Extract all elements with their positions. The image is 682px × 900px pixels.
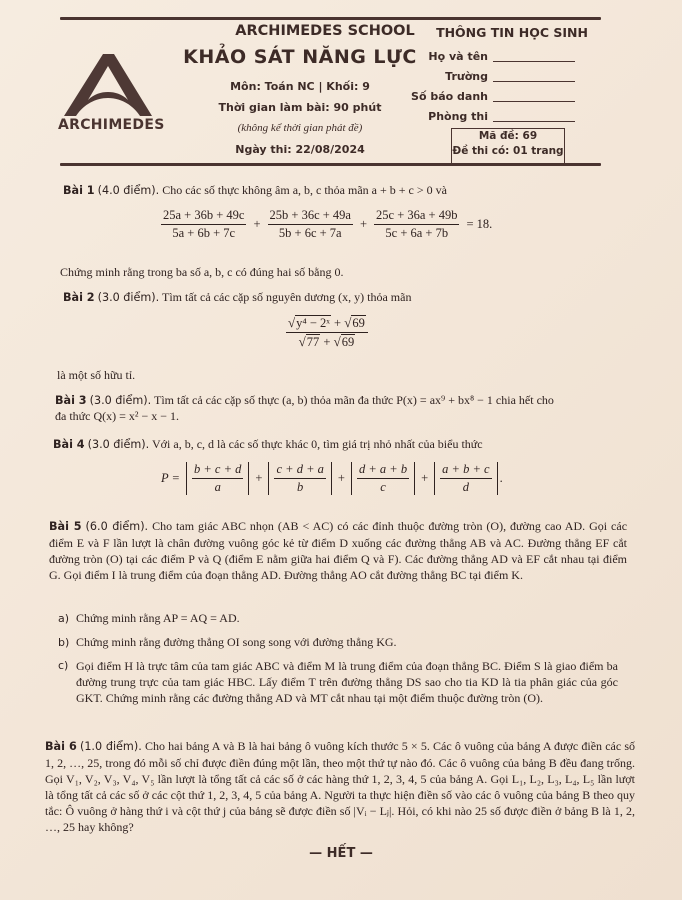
problem-4-expression: P = $\frac{b + c + d}{a}$ + $\frac{c + d + a}{b}$ + $\frac{d + a + b}{c}$ + $\frac{a + b + c}{d}$ . (161, 462, 503, 494)
problem-6-label: Bài 6 (45, 740, 77, 753)
field-blank-school[interactable] (493, 81, 575, 82)
problem-2-conclusion: là một số hữu tỉ. (57, 368, 136, 382)
problem-2-expression: $\frac{\text{√y⁴ − 2ˣ + √69}}{√77 + √69}$ (283, 315, 371, 350)
header-top-rule (60, 17, 601, 20)
end-marker: — HẾT — (309, 846, 373, 861)
problem-3-text-1: Tìm tất cả các cặp số thực (a, b) thỏa mãn đa thức P(x) = ax⁹ + bx⁸ − 1 chia hết cho (154, 393, 554, 407)
problem-4-label: Bài 4 (53, 438, 85, 451)
problem-2-label: Bài 2 (63, 291, 95, 304)
problem-6-points: (1.0 điểm). (79, 740, 142, 753)
field-label-room: Phòng thi (428, 110, 488, 123)
problem-5-points: (6.0 điểm). (85, 520, 149, 533)
field-blank-room[interactable] (493, 121, 575, 122)
field-blank-candidate-number[interactable] (493, 101, 575, 102)
fraction-3: $\frac{25c + 36a + 49b}{5c + 6a + 7b}$ (376, 208, 458, 240)
student-info-title: THÔNG TIN HỌC SINH (436, 25, 588, 40)
problem-1-equation: $\frac{25a + 36b + 49c}{5a + 6b + 7c}$ + $\frac{25b + 36c + 49a}{5b + 6c + 7a}$ + $\frac{25c + 36a + 49b}{5c + 6a + 7b}$ = 18. (163, 208, 493, 240)
exam-title: KHẢO SÁT NĂNG LỰC (183, 46, 417, 68)
problem-4-text: Với a, b, c, d là các số thực khác 0, tìm giá trị nhỏ nhất của biểu thức (152, 437, 483, 451)
exam-code: Mã đề: 69 (478, 130, 538, 142)
problem-3-text-2: đa thức Q(x) = x² − x − 1. (55, 409, 180, 423)
problem-2-intro (63, 289, 623, 306)
problem-1-text: Cho các số thực không âm a, b, c thỏa mãn a + b + c > 0 và (162, 183, 447, 197)
fraction-2: $\frac{25b + 36c + 49a}{5b + 6c + 7a}$ (269, 208, 351, 240)
problem-1-label: Bài 1 (63, 184, 95, 197)
problem-6-text: Cho hai bảng A và B là hai bảng ô vuông kích thước 5 × 5. Các ô vuông của bảng A được điền các số 1, 2, …, 25, trong đó mỗi số chỉ được điền đúng một lần, theo một thứ tự nào đó. Các ô vuông của bảng B đều đang trống. Gọi V₁, V₂, V₃, V₄, V₅ lần lượt là tổng tất cả các số ở các hàng thứ 1, 2, 3, 4, 5 của bảng A. Gọi L₁, L₂, L₃, L₄, L₅ lần lượt là tổng tất cả các số ở các cột thứ 1, 2, 3, 4, 5 của bảng A. Người ta thực hiện điền số vào các ô vuông của bảng B theo quy tắc: Ô vuông ở hàng thứ i và cột thứ j của bảng sẽ được điền số |Vᵢ − Lⱼ|. Hỏi, có khi nào 25 số được điền ở bảng B là 1, 2, …, 25 hay không? (45, 739, 636, 834)
page-count: Đề thi có: 01 trang (452, 145, 564, 157)
field-label-school: Trường (445, 70, 488, 83)
exam-code-box (451, 128, 565, 164)
problem-3-intro (55, 392, 635, 409)
problem-5-item-a: a) Chứng minh rằng AP = AQ = AD. (58, 611, 240, 625)
problem-1-points: (4.0 điểm). (97, 184, 160, 197)
subject-line: Môn: Toán NC | Khối: 9 (230, 80, 370, 93)
duration-note: (không kể thời gian phát đề) (237, 122, 363, 134)
problem-5-item-b: b) Chứng minh rằng đường thẳng OI song song với đường thẳng KG. (58, 635, 397, 649)
field-label-candidate-number: Số báo danh (411, 90, 488, 103)
fraction-1: $\frac{25a + 36b + 49c}{5a + 6b + 7c}$ (163, 208, 245, 240)
problem-5-intro (49, 518, 627, 583)
problem-5-item-c: c) Gọi điểm H là trực tâm của tam giác ABC và điểm M là trung điểm của đoạn thẳng BC. Điểm S là giao điểm ba đường trung trực của tam giác HBC. Lấy điểm T trên đường thẳng DS sao cho tia KD là tia phân giác của góc GKT. Chứng minh rằng các đường thẳng AD và MT cắt nhau tại một điểm thuộc đường tròn (O). (58, 659, 618, 705)
school-name: ARCHIMEDES SCHOOL (235, 23, 415, 39)
problem-2-text: Tìm tất cả các cặp số nguyên dương (x, y) thỏa mãn (162, 290, 412, 304)
problem-5-label: Bài 5 (49, 520, 82, 533)
field-blank-name[interactable] (493, 61, 575, 62)
problem-1-conclusion: Chứng minh rằng trong ba số a, b, c có đúng hai số bằng 0. (60, 265, 344, 279)
field-label-name: Họ và tên (428, 50, 488, 63)
problem-1-intro (63, 182, 623, 199)
problem-3-label: Bài 3 (55, 394, 87, 407)
problem-6 (45, 738, 635, 835)
problem-2-points: (3.0 điểm). (97, 291, 160, 304)
problem-4-points: (3.0 điểm). (87, 438, 150, 451)
logo-text: ARCHIMEDES (58, 117, 165, 133)
problem-5-text: Cho tam giác ABC nhọn (AB < AC) có các đỉnh thuộc đường tròn (O), đường cao AD. Gọi các điểm E và F lần lượt là chân đường vuông góc kẻ từ điểm D xuống các đường thẳng AB và AC. Đường thẳng EF cắt đường tròn (O) tại các điểm P và Q (điểm E nằm giữa hai điểm Q và F). Các đường thẳng AD và EF cắt nhau tại điểm G. Gọi điểm I là trung điểm của đoạn thẳng AD. Đường thẳng AO cắt đường thẳng BC tại điểm K. (49, 519, 628, 582)
duration-line: Thời gian làm bài: 90 phút (218, 101, 382, 114)
problem-3-points: (3.0 điểm). (89, 394, 152, 407)
exam-date: Ngày thi: 22/08/2024 (235, 143, 365, 156)
problem-4-intro (53, 436, 633, 453)
